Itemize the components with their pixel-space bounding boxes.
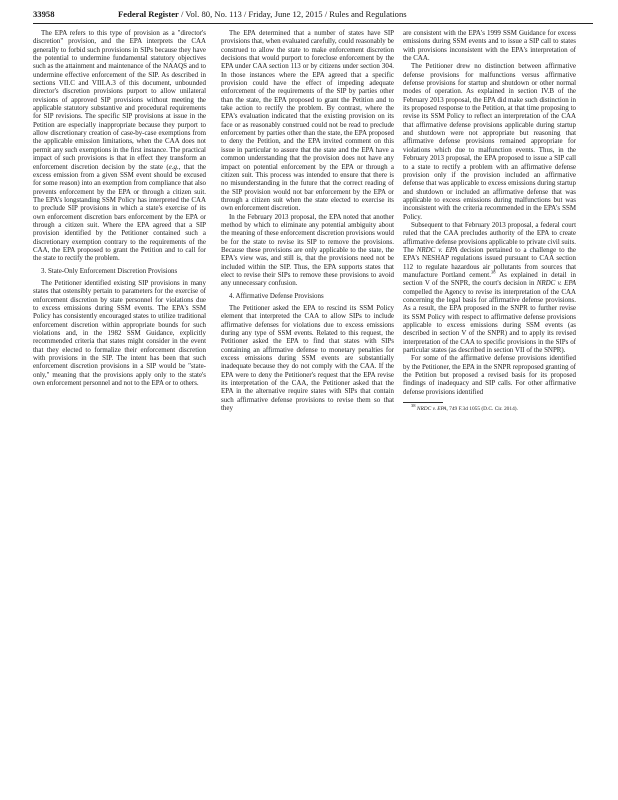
citation: , 749 F.3d 1055 (D.C. Cir. 2014).	[446, 406, 518, 413]
text-run: , that the excess emission from a given SSM event should be excused for some reason) into an exemption from compliance that also prevents enforcement by the EPA or through a citizen suit. The EPA's longstanding SSM Policy has interpreted the CAA to preclude SIP provisions in which a state's exercise of its own enforcement discretion bars enforcement by the EPA or through a citizen suit. Where the EPA agreed that a SIP provision identified by the Petitioner contained such a discretionary exemption contrary to the requirements of the CAA, the EPA proposed to grant the Petition and to call for the state to rectify the problem.	[33, 162, 206, 263]
case-name: NRDC v. EPA	[416, 245, 458, 254]
case-name: NRDC v. EPA	[416, 406, 447, 413]
journal-name: Federal Register	[118, 9, 179, 19]
text-run: The EPA refers to this type of provision as a "director's discretion" provision, and the EPA interprets the CAA generally to forbid such provisions in SIPs because they have the potential to undermine fundamental statutory objectives such as the attainment and maintenance of the NAAQS and to undermine effective enforcement of the SIP. As described in sections VII.C and VIII.A.3 of this document, unbounded director's discretion provisions purport to allow unilateral revisions of approved SIP provisions without meeting the applicable statutory substantive and procedural requirements for SIP revisions. The specific SIP provisions at issue in the Petition are especially inappropriate because they purport to allow discretionary creation of case-by-case exemptions from the applicable emission limitations, when the CAA does not permit any such exemptions in the first instance. The practical impact of such provisions is that in effect they transform an enforcement discretion decision by the state (	[33, 29, 206, 171]
paragraph	[33, 29, 206, 263]
text-column-2	[221, 29, 394, 765]
paragraph: The Petitioner asked the EPA to rescind its SSM Policy element that interpreted the CAA to allow SIPs to include affirmative defenses for violations due to excess emissions during any type of SSM events. Related to this request, the Petitioner asked the EPA to find that states with SIPs containing an affirmative defense to monetary penalties for excess emissions during SSM events are substantially inadequate because they do not comply with the CAA. If the EPA were to deny the Petitioner's request that the EPA revise its interpretation of the CAA, the Petitioner asked that the EPA in the alternative require states with SIPs that contain such affirmative defense provisions to revise them so that they	[221, 304, 394, 413]
paragraph	[403, 221, 576, 355]
text-column-3	[403, 29, 576, 765]
section-heading: 3. State-Only Enforcement Discretion Provisions	[41, 266, 178, 275]
case-name: NRDC v. EPA	[536, 279, 576, 288]
text-run: Subsequent to that February 2013 proposal, a federal court ruled that the CAA precludes authority of the EPA to create affirmative defense provisions applicable to private civil suits. The	[403, 220, 576, 254]
paragraph: In the February 2013 proposal, the EPA noted that another method by which to eliminate any potential ambiguity about the meaning of these enforcement discretion provisions would be for the state to revise its SIP to remove the provisions. Because these provisions are only applicable to the state, the EPA's view was, and still is, that the provisions need not be included within the SIP. Thus, the EPA supports states that elect to revise their SIPs to remove these provisions to avoid any unnecessary confusion.	[221, 212, 394, 288]
footnote-number: 38	[411, 403, 416, 409]
footnote-ref[interactable]: 38	[490, 269, 496, 275]
paragraph: For some of the affirmative defense provisions identified by the Petitioner, the EPA in the SNPR reproposed granting of the Petition but proposed a revised basis for its proposed findings of inadequacy and SIP calls. For other affirmative defense provisions identified	[403, 354, 576, 396]
paragraph: The Petitioner identified existing SIP provisions in many states that ostensibly pertain to parameters for the exercise of enforcement discretion by state personnel for violations due to excess emissions during SSM events. The EPA's SSM Policy has consistently encouraged states to utilize traditional enforcement discretion within appropriate bounds for such violations and, in the 1982 SSM Guidance, explicitly recommended criteria that states might consider in the event that they elected to formalize their enforcement discretion with provisions in the SIP. The intent has been that such enforcement discretion provisions in a SIP would be "state-only," meaning that the provisions apply only to the state's own enforcement personnel and not to the EPA or to others.	[33, 278, 206, 388]
text-column-1	[33, 29, 206, 765]
footnote	[403, 403, 576, 413]
text-run: compelled the Agency to revise its interpretation of the CAA concerning the legal basis for affirmative defense provisions. As a result, the EPA proposed in the SNPR to further revise its SSM Policy with respect to affirmative defense provisions applicable to excess emissions during SSM events (as described in section V of the SNPR) and to apply its revised interpretation of the CAA to specific provisions in the SIPs of particular states (as described in section VII of the SNPR).	[403, 287, 576, 355]
page-number: 33958	[33, 9, 55, 19]
paragraph: The EPA determined that a number of states have SIP provisions that, when evaluated carefully, could reasonably be construed to allow the state to make enforcement discretion decisions that would purport to foreclose enforcement by the EPA under CAA section 113 or by citizens under section 304. In those instances where the EPA agreed that a specific provision could have the effect of impeding adequate enforcement of the requirements of the SIP by parties other than the state, the EPA proposed to grant the Petition and to take action to rectify the problem. By contrast, where the EPA's evaluation indicated that the existing provision on its face or as reasonably construed could not be read to preclude enforcement by parties other than the state, the EPA proposed to deny the Petition, and the EPA invited comment on this issue in particular to assure that the state and the EPA have a common understanding that the provision does not have any impact on potential enforcement by the EPA or through a citizen suit. This process was intended to ensure that there is no misunderstanding in the future that the correct reading of the SIP provision would not bar enforcement by the EPA or through a citizen suit when the state elected to exercise its own enforcement discretion.	[221, 29, 394, 213]
header-rule	[33, 23, 593, 24]
paragraph: are consistent with the EPA's 1999 SSM Guidance for excess emissions during SSM events and to issue a SIP call to states with provisions inconsistent with the EPA's interpretation of the CAA.	[403, 29, 576, 63]
paragraph: The Petitioner drew no distinction between affirmative defense provisions for malfunctions versus affirmative defense provisions for startup and shutdown or other normal modes of operation. As explained in section IV.B of the February 2013 proposal, the EPA did make such distinction in its proposed response to the Petition, at that time proposing to revise its SSM Policy to reflect an interpretation of the CAA that affirmative defense provisions applicable during startup and shutdown were not appropriate but reasoning that affirmative defense provisions remained appropriate for violations which due to malfunction events. Thus, in the February 2013 proposal, the EPA proposed to issue a SIP call to a state to rectify a problem with an affirmative defense provision only if the provision included an affirmative defense that was applicable to excess emissions during startup and shutdown or included an affirmative defense that was applicable to excess emissions during malfunctions but was inconsistent with the criteria recommended in the EPA's SSM Policy.	[403, 62, 576, 221]
text-run: As explained in detail in section V of the SNPR, the court's decision in	[403, 270, 576, 288]
text-run: decision pertained to a challenge to the EPA's NESHAP regulations issued pursuant to CAA section 112 to regulate hazardous air pollutants from sources that manufacture Portland cement.	[403, 245, 576, 279]
footnote-rule	[403, 402, 443, 403]
issue-info: / Vol. 80, No. 113 / Friday, June 12, 2015 / Rules and Regulations	[181, 9, 407, 19]
section-heading: 4. Affirmative Defense Provisions	[229, 291, 324, 300]
running-title	[118, 9, 407, 20]
italic-text: e.g.	[168, 162, 179, 171]
page-header	[0, 0, 618, 26]
